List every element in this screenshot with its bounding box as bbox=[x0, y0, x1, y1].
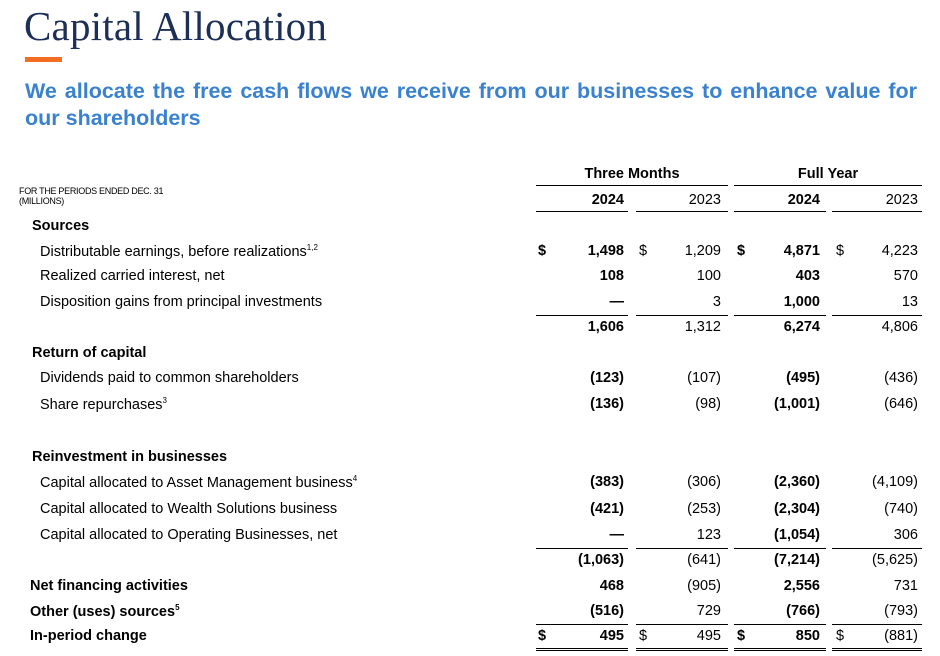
total-value: 850 bbox=[795, 628, 820, 644]
cell-value: 123 bbox=[696, 527, 721, 543]
table-row bbox=[0, 449, 940, 475]
subtotal-rule bbox=[832, 315, 922, 316]
cell-value: 4,223 bbox=[881, 243, 918, 259]
cell-value: (4,109) bbox=[872, 474, 918, 490]
currency-symbol: $ bbox=[639, 628, 648, 644]
cell-value: (107) bbox=[687, 370, 721, 386]
row-label-text: Share repurchases bbox=[40, 397, 163, 413]
table-row bbox=[0, 319, 940, 345]
footnote-marker: 3 bbox=[162, 396, 167, 405]
footnote-marker: 1,2 bbox=[306, 243, 318, 252]
cell-value: — bbox=[609, 294, 624, 310]
currency-symbol: $ bbox=[538, 243, 547, 259]
row-label: Dividends paid to common shareholders bbox=[40, 370, 299, 386]
table-row bbox=[0, 294, 940, 320]
cell-value: (495) bbox=[786, 370, 820, 386]
cell-value: (905) bbox=[687, 578, 721, 594]
year-rule bbox=[536, 211, 628, 212]
cell-value: (766) bbox=[786, 603, 820, 619]
row-label: Disposition gains from principal investments bbox=[40, 294, 323, 310]
row-label-text: Other (uses) sources bbox=[30, 604, 176, 620]
row-label: Capital allocated to Wealth Solutions business bbox=[40, 501, 338, 517]
currency-symbol: $ bbox=[836, 243, 845, 259]
group-header-three-months: Three Months bbox=[584, 166, 680, 182]
row-label-text: Distributable earnings, before realizations bbox=[40, 244, 307, 260]
subtotal-value: (641) bbox=[687, 552, 721, 568]
cell-value: (516) bbox=[590, 603, 624, 619]
grand-total-double-rule bbox=[636, 648, 728, 651]
total-rule bbox=[536, 624, 628, 625]
row-label bbox=[40, 474, 357, 491]
cell-value: 468 bbox=[599, 578, 624, 594]
table-row bbox=[0, 527, 940, 553]
grand-total-double-rule bbox=[734, 648, 826, 651]
table-row bbox=[0, 578, 940, 604]
cell-value: (136) bbox=[590, 396, 624, 412]
cell-value: 306 bbox=[893, 527, 918, 543]
cell-value: (646) bbox=[884, 396, 918, 412]
row-label bbox=[30, 603, 180, 620]
cell-value: (383) bbox=[590, 474, 624, 490]
subtotal-value: (5,625) bbox=[872, 552, 918, 568]
cell-value: 1,209 bbox=[684, 243, 721, 259]
cell-value: (2,360) bbox=[774, 474, 820, 490]
page-title: Capital Allocation bbox=[24, 3, 328, 49]
total-value: 495 bbox=[696, 628, 721, 644]
cell-value: 1,000 bbox=[783, 294, 820, 310]
currency-symbol: $ bbox=[639, 243, 648, 259]
table-row bbox=[0, 243, 940, 269]
cell-value: 731 bbox=[893, 578, 918, 594]
footnote-marker: 5 bbox=[175, 603, 180, 612]
row-label bbox=[40, 243, 318, 260]
year-header: 2024 bbox=[787, 192, 820, 208]
table-row bbox=[0, 218, 940, 244]
total-value: 495 bbox=[599, 628, 624, 644]
row-label: In-period change bbox=[30, 628, 147, 644]
subtotal-rule bbox=[536, 548, 628, 549]
cell-value: (740) bbox=[884, 501, 918, 517]
subtotal-value: (1,063) bbox=[578, 552, 624, 568]
cell-value: 4,871 bbox=[783, 243, 820, 259]
year-header: 2024 bbox=[591, 192, 624, 208]
subtotal-rule bbox=[832, 548, 922, 549]
table-row bbox=[0, 552, 940, 578]
subtotal-value: (7,214) bbox=[774, 552, 820, 568]
year-rule bbox=[832, 211, 922, 212]
table-row bbox=[0, 370, 940, 396]
cell-value: 100 bbox=[696, 268, 721, 284]
table-row bbox=[0, 474, 940, 500]
subtotal-rule bbox=[636, 548, 728, 549]
row-label: Net financing activities bbox=[30, 578, 188, 594]
section-label: Sources bbox=[32, 218, 90, 234]
row-label: Realized carried interest, net bbox=[40, 268, 225, 284]
year-rule bbox=[734, 211, 826, 212]
currency-symbol: $ bbox=[538, 628, 547, 644]
grand-total-double-rule bbox=[536, 648, 628, 651]
currency-symbol: $ bbox=[836, 628, 845, 644]
cell-value: 729 bbox=[696, 603, 721, 619]
periods-note bbox=[19, 186, 163, 206]
cell-value: 2,556 bbox=[783, 578, 820, 594]
group-rule bbox=[536, 185, 728, 186]
cell-value: 13 bbox=[901, 294, 918, 310]
currency-symbol: $ bbox=[737, 628, 746, 644]
cell-value: (421) bbox=[590, 501, 624, 517]
total-rule bbox=[832, 624, 922, 625]
cell-value: 403 bbox=[795, 268, 820, 284]
cell-value: — bbox=[609, 527, 624, 543]
cell-value: 1,498 bbox=[587, 243, 624, 259]
periods-note-line: FOR THE PERIODS ENDED DEC. 31 bbox=[19, 186, 164, 196]
year-header: 2023 bbox=[688, 192, 721, 208]
cell-value: (436) bbox=[884, 370, 918, 386]
section-label: Return of capital bbox=[32, 345, 147, 361]
subtotal-rule bbox=[734, 548, 826, 549]
group-rule bbox=[734, 185, 922, 186]
subtotal-rule bbox=[734, 315, 826, 316]
row-label: Capital allocated to Operating Businesses, net bbox=[40, 527, 338, 543]
cell-value: (253) bbox=[687, 501, 721, 517]
total-value: (881) bbox=[884, 628, 918, 644]
row-label-text: Capital allocated to Asset Management business bbox=[40, 475, 353, 491]
cell-value: (1,001) bbox=[774, 396, 820, 412]
subtotal-value: 6,274 bbox=[783, 319, 820, 335]
table-row bbox=[0, 501, 940, 527]
cell-value: (98) bbox=[695, 396, 721, 412]
page-subtitle: We allocate the free cash flows we receive from our businesses to enhance value for our shareholders bbox=[25, 79, 917, 130]
cell-value: 108 bbox=[599, 268, 624, 284]
section-label: Reinvestment in businesses bbox=[32, 449, 228, 465]
year-rule bbox=[636, 211, 728, 212]
cell-value: 3 bbox=[712, 294, 721, 310]
group-header-full-year: Full Year bbox=[797, 166, 859, 182]
cell-value: (2,304) bbox=[774, 501, 820, 517]
subtotal-rule bbox=[536, 315, 628, 316]
subtotal-rule bbox=[636, 315, 728, 316]
subtotal-value: 1,312 bbox=[684, 319, 721, 335]
footnote-marker: 4 bbox=[352, 474, 358, 483]
cell-value: (306) bbox=[687, 474, 721, 490]
title-accent-bar bbox=[25, 57, 62, 62]
total-rule bbox=[734, 624, 826, 625]
subtotal-value: 4,806 bbox=[881, 319, 918, 335]
units-note: (MILLIONS) bbox=[19, 196, 65, 206]
table-row bbox=[0, 396, 940, 422]
subtotal-value: 1,606 bbox=[587, 319, 624, 335]
total-rule bbox=[636, 624, 728, 625]
table-row bbox=[0, 603, 940, 629]
row-label bbox=[40, 396, 167, 413]
table-row bbox=[0, 268, 940, 294]
cell-value: (793) bbox=[884, 603, 918, 619]
year-header: 2023 bbox=[885, 192, 918, 208]
currency-symbol: $ bbox=[737, 243, 746, 259]
cell-value: 570 bbox=[893, 268, 918, 284]
cell-value: (1,054) bbox=[774, 527, 820, 543]
grand-total-double-rule bbox=[832, 648, 922, 651]
cell-value: (123) bbox=[590, 370, 624, 386]
table-row bbox=[0, 345, 940, 371]
